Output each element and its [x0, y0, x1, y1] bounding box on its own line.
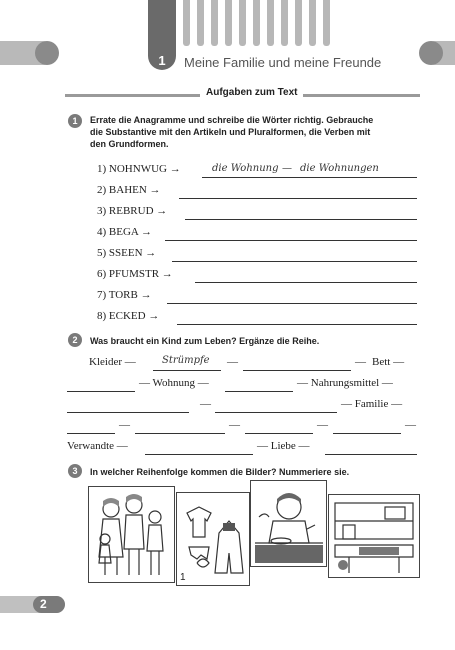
answer-line[interactable]: [165, 240, 417, 241]
handwritten-answer-plural: die Wohnungen: [300, 163, 379, 174]
chain-word: Kleider —: [89, 356, 136, 368]
chapter-title: Meine Familie und meine Freunde: [184, 55, 382, 70]
anagram-row: [97, 226, 417, 244]
answer-line[interactable]: [177, 324, 417, 325]
blank-line[interactable]: [333, 433, 401, 434]
dash: —: [405, 419, 416, 431]
blank-line[interactable]: [245, 433, 313, 434]
anagram-prompt: 8) ECKED →: [97, 310, 160, 322]
boy-eating-illustration: [251, 481, 326, 566]
anagram-prompt: 7) TORB →: [97, 289, 152, 301]
instruction-line: die Substantive mit den Artikeln und Pluralformen, die Verben mit: [90, 127, 371, 137]
exercise-2-instruction: Was braucht ein Kind zum Leben? Ergänze die Reihe.: [90, 336, 320, 346]
anagram-prompt: 5) SSEEN →: [97, 247, 157, 259]
anagram-row: [97, 163, 417, 181]
blank-line[interactable]: [215, 412, 337, 413]
dash: —: [200, 398, 211, 410]
dash: —: [229, 419, 240, 431]
answer-line[interactable]: [195, 282, 417, 283]
instruction-line: Errate die Anagramme und schreibe die Wörter richtig. Gebrauche: [90, 115, 374, 125]
clothes-illustration: [177, 493, 249, 585]
header-decoration-stripes: [175, 0, 340, 52]
answer-line[interactable]: [185, 219, 417, 220]
blank-line[interactable]: [67, 391, 135, 392]
anagram-row: [97, 205, 417, 223]
anagram-prompt: 1) NOHNWUG →: [97, 163, 181, 175]
chain-word: — Nahrungsmittel —: [297, 377, 393, 389]
dash: —: [317, 419, 328, 431]
blank-line[interactable]: [325, 454, 417, 455]
chapter-number: 1: [158, 53, 166, 68]
chain-row: [67, 377, 417, 395]
exercise-2-number-badge: 2: [68, 333, 82, 347]
dash: —: [355, 356, 366, 368]
dash: —: [227, 356, 238, 368]
chain-row: [67, 356, 417, 374]
exercise-1-number-badge: 1: [68, 114, 82, 128]
picture-family[interactable]: [88, 486, 175, 583]
chain-word: — Liebe —: [257, 440, 310, 452]
blank-line[interactable]: [225, 391, 293, 392]
page-number-pill: [0, 596, 65, 613]
room-illustration: [329, 495, 419, 577]
chain-word: Verwandte —: [67, 440, 128, 452]
left-decoration-pill: [0, 41, 55, 65]
right-decoration-pill: [423, 41, 455, 65]
family-illustration: [89, 487, 174, 582]
picture-number: 1: [180, 572, 186, 583]
anagram-row: [97, 310, 417, 328]
blank-line[interactable]: [67, 433, 115, 434]
chain-row: [67, 419, 417, 437]
anagram-row: [97, 184, 417, 202]
blank-line[interactable]: [135, 433, 225, 434]
exercise-3-number-badge: 3: [68, 464, 82, 478]
chain-row: [67, 398, 417, 416]
dash: —: [119, 419, 130, 431]
answer-line[interactable]: [167, 303, 417, 304]
answer-line[interactable]: [202, 177, 417, 178]
section-heading: [65, 87, 420, 100]
chain-word: — Familie —: [341, 398, 403, 410]
instruction-line: den Grundformen.: [90, 139, 169, 149]
chain-row: [67, 440, 417, 458]
anagram-prompt: 6) PFUMSTR →: [97, 268, 173, 280]
anagram-row: [97, 268, 417, 286]
page-number: 2: [40, 597, 47, 611]
anagram-prompt: 2) BAHEN →: [97, 184, 161, 196]
answer-line[interactable]: [172, 261, 417, 262]
anagram-row: [97, 247, 417, 265]
anagram-prompt: 4) BEGA →: [97, 226, 152, 238]
chapter-tab: [148, 0, 176, 70]
chain-word: Bett —: [372, 356, 405, 368]
chain-word: — Wohnung —: [139, 377, 209, 389]
handwritten-dash: —: [282, 163, 292, 174]
anagram-prompt: 3) REBRUD →: [97, 205, 168, 217]
handwritten-answer: Strümpfe: [162, 355, 210, 366]
section-title: Aufgaben zum Text: [200, 87, 303, 98]
exercise-1-instruction: [90, 114, 373, 150]
picture-room[interactable]: [328, 494, 420, 578]
handwritten-answer-singular: die Wohnung: [212, 163, 279, 174]
exercise-3-instruction: In welcher Reihenfolge kommen die Bilder? Nummeriere sie.: [90, 467, 350, 477]
picture-clothes[interactable]: [176, 492, 250, 586]
picture-boy-eating[interactable]: [250, 480, 327, 567]
blank-line[interactable]: [153, 370, 221, 371]
anagram-row: [97, 289, 417, 307]
blank-line[interactable]: [67, 412, 189, 413]
blank-line[interactable]: [243, 370, 351, 371]
answer-line[interactable]: [179, 198, 417, 199]
blank-line[interactable]: [145, 454, 253, 455]
